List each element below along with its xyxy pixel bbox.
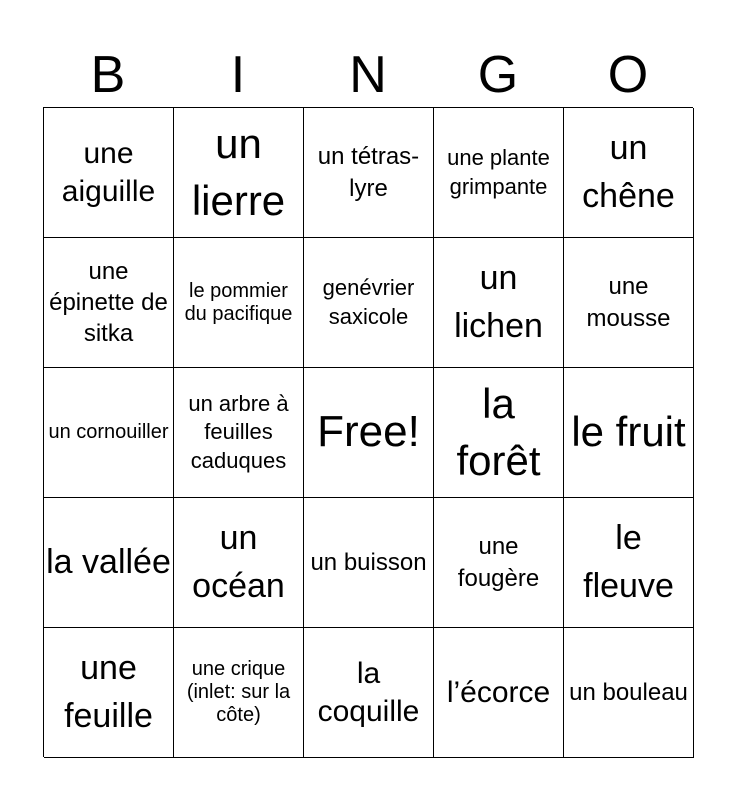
cell-text: la forêt — [456, 379, 541, 484]
header-letter-o: O — [607, 46, 649, 104]
cell-text: un bouleau — [569, 678, 688, 706]
bingo-cell[interactable] — [564, 498, 694, 628]
cell-text: un tétras-lyre — [317, 143, 420, 202]
bingo-cell[interactable] — [564, 368, 694, 498]
bingo-cell[interactable] — [564, 108, 694, 238]
bingo-cell[interactable] — [564, 628, 694, 758]
cell-text: un arbre à feuilles caduques — [188, 390, 289, 473]
bingo-cell[interactable] — [304, 108, 434, 238]
free-space-label: Free! — [317, 407, 420, 457]
cell-text: l’écorce — [446, 675, 551, 709]
cell-text: le fleuve — [583, 518, 674, 605]
cell-text: le fruit — [571, 408, 686, 456]
bingo-cell[interactable] — [44, 498, 174, 628]
cell-text: une feuille — [64, 648, 153, 735]
header-letter-i: I — [230, 46, 246, 104]
bingo-cell[interactable] — [44, 238, 174, 368]
bingo-header — [43, 44, 693, 106]
bingo-cell[interactable] — [174, 108, 304, 238]
cell-text: un chêne — [582, 128, 675, 215]
bingo-cell[interactable] — [434, 628, 564, 758]
header-letter-g: G — [477, 46, 519, 104]
cell-text: une mousse — [586, 273, 671, 332]
bingo-cell[interactable] — [174, 368, 304, 498]
cell-text: genévrier saxicole — [322, 274, 415, 329]
cell-text: une fougère — [457, 533, 540, 592]
bingo-cell[interactable] — [174, 498, 304, 628]
bingo-cell[interactable] — [174, 628, 304, 758]
cell-text: une aiguille — [61, 137, 156, 208]
cell-text: un cornouiller — [48, 421, 169, 443]
bingo-cell[interactable] — [434, 238, 564, 368]
cell-text: la vallée — [46, 542, 171, 581]
cell-text: un buisson — [310, 548, 427, 576]
cell-text: un lierre — [191, 119, 286, 224]
header-letter-b: B — [90, 46, 126, 104]
cell-text: la coquille — [317, 657, 420, 728]
header-letter-n: N — [349, 46, 387, 104]
cell-text: un lichen — [454, 258, 543, 345]
bingo-cell[interactable] — [44, 108, 174, 238]
bingo-cell[interactable] — [304, 628, 434, 758]
cell-text: un océan — [192, 518, 285, 605]
free-space-cell[interactable] — [304, 368, 434, 498]
cell-text: une épinette de sitka — [49, 257, 168, 348]
bingo-cell[interactable] — [44, 628, 174, 758]
bingo-cell[interactable] — [434, 368, 564, 498]
bingo-cell[interactable] — [304, 498, 434, 628]
bingo-cell[interactable] — [304, 238, 434, 368]
bingo-board — [43, 107, 693, 757]
bingo-cell[interactable] — [564, 238, 694, 368]
cell-text: une crique (inlet: sur la côte) — [186, 658, 291, 726]
bingo-cell[interactable] — [174, 238, 304, 368]
cell-text: une plante grimpante — [447, 144, 550, 199]
bingo-cell[interactable] — [434, 108, 564, 238]
bingo-cell[interactable] — [44, 368, 174, 498]
cell-text: le pommier du pacifique — [184, 279, 293, 325]
bingo-cell[interactable] — [434, 498, 564, 628]
